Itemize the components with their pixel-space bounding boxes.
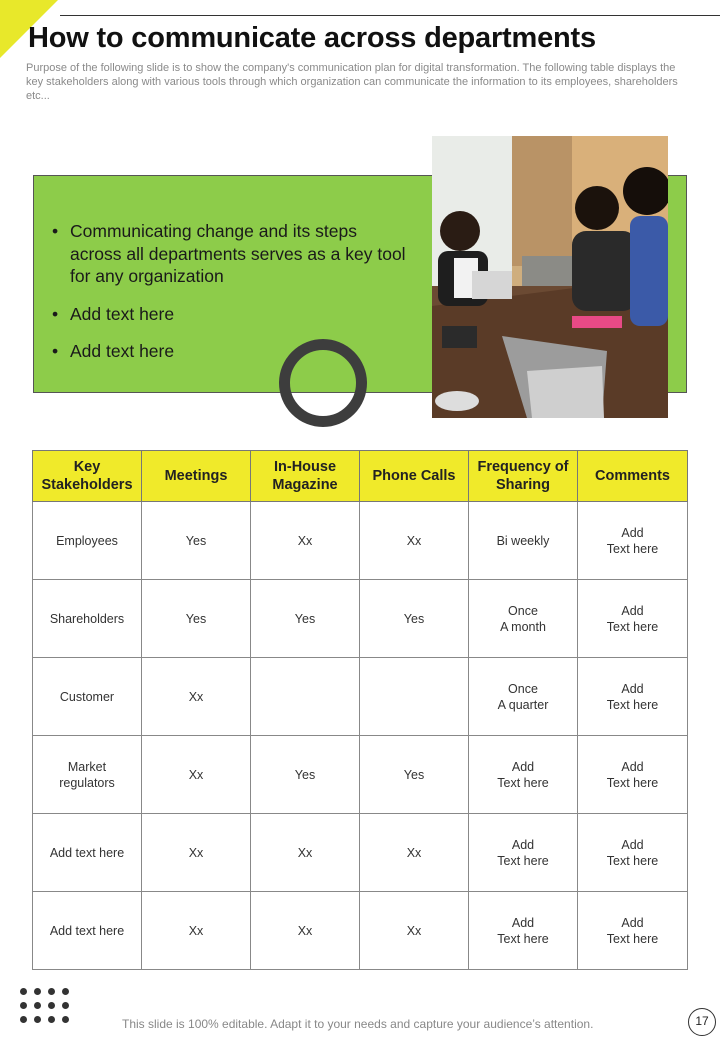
table-cell [251,658,360,736]
table-cell: Xx [360,502,469,580]
page-subtitle: Purpose of the following slide is to show the company's communication plan for digital transformation. The following table displays the key stakeholders along with various tools through which organization can communicate the information to its employees, shareholders etc... [26,62,678,102]
table-cell [360,658,469,736]
page-title: How to communicate across departments [28,22,596,54]
table-cell: Add text here [33,814,142,892]
table-row [33,814,688,892]
table-cell: Add Text here [578,580,688,658]
bullet-item: • Communicating change and its steps across all departments serves as a key tool for any organization [50,220,410,288]
table-cell: Yes [251,736,360,814]
table-cell: Shareholders [33,580,142,658]
decorative-ring [279,339,367,427]
header-meetings: Meetings [142,451,251,502]
header-in-house-magazine: In-House Magazine [251,451,360,502]
bullet-item: • Add text here [50,340,410,363]
table-cell: Xx [251,814,360,892]
table-cell: Once A month [469,580,578,658]
header-comments: Comments [578,451,688,502]
table-cell: Add Text here [578,658,688,736]
header-key-stakeholders: Key Stakeholders [33,451,142,502]
table-cell: Yes [360,580,469,658]
table-cell: Xx [360,814,469,892]
table-cell: Xx [142,814,251,892]
meeting-photo [432,136,668,418]
table-header-row [33,451,688,502]
table-row [33,658,688,736]
header-rule [60,15,720,16]
table-cell: Add Text here [578,814,688,892]
table-cell: Xx [142,736,251,814]
table-row [33,736,688,814]
table-cell: Yes [360,736,469,814]
table-row [33,892,688,970]
table-row [33,502,688,580]
table-cell: Xx [360,892,469,970]
table-cell: Bi weekly [469,502,578,580]
table-cell: Yes [142,502,251,580]
table-row [33,580,688,658]
table-cell: Add Text here [469,892,578,970]
header-phone-calls: Phone Calls [360,451,469,502]
table-cell: Xx [251,502,360,580]
table-cell: Add Text here [578,892,688,970]
page-number: 17 [688,1008,716,1036]
stakeholder-table [32,450,688,970]
table-cell: Yes [251,580,360,658]
header-frequency-of-sharing: Frequency of Sharing [469,451,578,502]
table-cell: Add Text here [469,736,578,814]
table-cell: Add Text here [578,502,688,580]
table-cell: Once A quarter [469,658,578,736]
table-cell: Customer [33,658,142,736]
table-cell: Xx [142,892,251,970]
table-cell: Add Text here [578,736,688,814]
decorative-dot-grid [20,988,69,1023]
table-cell: Employees [33,502,142,580]
table-cell: Xx [142,658,251,736]
table-cell: Market regulators [33,736,142,814]
table-cell: Add Text here [469,814,578,892]
bullet-item: • Add text here [50,303,410,326]
footer-note: This slide is 100% editable. Adapt it to your needs and capture your audience’s attention. [122,1017,594,1031]
table-cell: Yes [142,580,251,658]
table-cell: Add text here [33,892,142,970]
table-cell: Xx [251,892,360,970]
